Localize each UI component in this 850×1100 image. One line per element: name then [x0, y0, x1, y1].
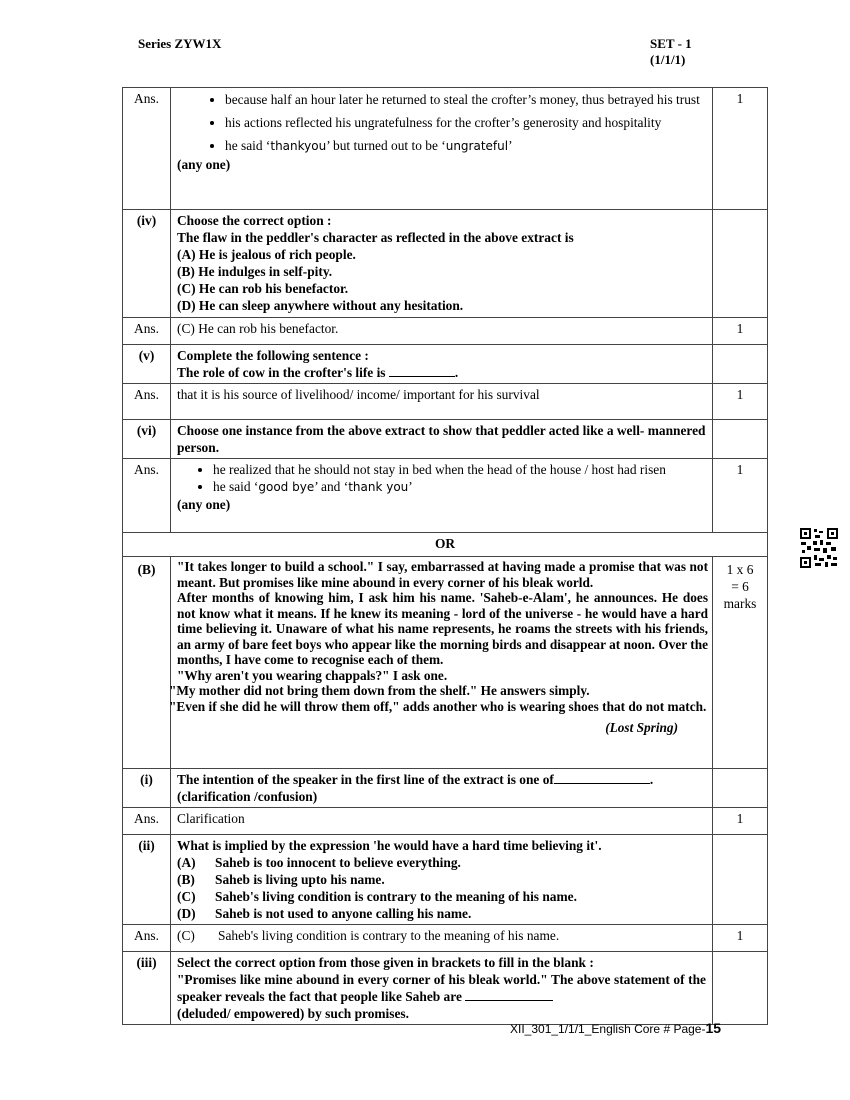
text-part: The role of cow in the crofter's life is	[177, 365, 386, 380]
option-text: Saheb is not used to anyone calling his name.	[215, 906, 472, 921]
table-row	[123, 835, 768, 925]
question-cell	[171, 769, 713, 808]
option-key: (C)	[177, 928, 195, 943]
table-row	[123, 345, 768, 384]
question-text: Choose the correct option :	[177, 213, 332, 228]
marks-line: marks	[723, 596, 757, 611]
marks-cell: 1	[713, 384, 768, 420]
text-part: .	[649, 772, 654, 787]
question-text: The flaw in the peddler's character as reflected in the above extract is	[177, 230, 574, 245]
marks-cell	[713, 835, 768, 925]
question-text: (clarification /confusion)	[177, 789, 318, 804]
passage-paragraph: "Why aren't you wearing chappals?" I ask one.	[177, 667, 448, 683]
text-part: ’ and ‘	[314, 479, 349, 494]
quoted-word: thankyou	[270, 139, 327, 153]
marks-cell: 1	[713, 459, 768, 533]
passage-cell	[171, 557, 713, 769]
question-cell	[171, 835, 713, 925]
question-number: (v)	[123, 345, 171, 384]
option-key: (A)	[177, 855, 196, 870]
row-label: Ans.	[123, 925, 171, 952]
text-part: ’ but turned out to be ‘	[326, 138, 446, 153]
row-label: Ans.	[123, 808, 171, 835]
fill-blank	[389, 376, 455, 377]
answer-bullet: • because half an hour later he returned to steal the crofter’s money, thus betrayed his trust	[225, 90, 706, 110]
table-row	[123, 459, 768, 533]
answer-cell: that it is his source of livelihood/ income/ important for his survival	[171, 384, 713, 420]
set-code: (1/1/1)	[650, 52, 686, 67]
option	[177, 888, 706, 905]
text-part: he said ‘	[225, 138, 271, 153]
passage-source: (Lost Spring)	[605, 720, 678, 735]
table-row	[123, 384, 768, 420]
marking-scheme-table	[122, 87, 768, 1025]
option-text: Saheb's living condition is contrary to the meaning of his name.	[218, 928, 560, 943]
option	[177, 871, 706, 888]
text-part: The intention of the speaker in the first line of the extract is one of	[177, 772, 554, 787]
option-key: (B)	[177, 872, 195, 887]
page-number: 15	[705, 1020, 722, 1036]
marks-cell	[713, 769, 768, 808]
table-row	[123, 420, 768, 459]
marks-cell	[713, 345, 768, 384]
row-label: Ans.	[123, 459, 171, 533]
answer-bullet	[213, 478, 706, 496]
option: (D) He can sleep anywhere without any hesitation.	[177, 298, 464, 313]
question-text	[177, 364, 706, 381]
footer-code: XII_301_1/1/1_English Core # Page-	[510, 1022, 706, 1036]
option	[177, 905, 706, 922]
option-key: (C)	[177, 889, 196, 904]
marks-line: = 6	[731, 579, 749, 594]
question-cell	[171, 210, 713, 318]
qr-code-icon	[800, 528, 838, 568]
question-text: (deluded/ empowered) by such promises.	[177, 1006, 409, 1021]
answer-cell	[171, 88, 713, 210]
question-text: Select the correct option from those given in brackets to fill in the blank :	[177, 955, 594, 970]
question-cell: Choose one instance from the above extract to show that peddler acted like a well- mannered person.	[171, 420, 713, 459]
passage-paragraph: "It takes longer to build a school." I say, embarrassed at having made a promise that was not meant. But promises like mine abound in every corner of his bleak world.	[177, 559, 708, 590]
option-text: Saheb is too innocent to believe everything.	[215, 855, 461, 870]
table-row	[123, 952, 768, 1025]
any-one-note: (any one)	[177, 157, 231, 172]
answer-cell: (C) He can rob his benefactor.	[171, 318, 713, 345]
question-number: (i)	[123, 769, 171, 808]
passage-paragraph: "Even if she did he will throw them off," adds another who is wearing shoes that do not match.	[169, 698, 707, 714]
question-cell	[171, 345, 713, 384]
option: (C) He can rob his benefactor.	[177, 281, 349, 296]
table-row	[123, 769, 768, 808]
table-row	[123, 557, 768, 769]
question-number: (iv)	[123, 210, 171, 318]
table-row	[123, 88, 768, 210]
row-label: Ans.	[123, 88, 171, 210]
text-part: he said ‘	[213, 479, 259, 494]
marks-cell	[713, 210, 768, 318]
answer-bullet: • his actions reflected his ungratefulness for the crofter’s generosity and hospitality	[225, 113, 706, 133]
or-divider: OR	[123, 533, 768, 557]
option: (B) He indulges in self-pity.	[177, 264, 333, 279]
page-footer	[510, 1020, 721, 1036]
passage-paragraph: After months of knowing him, I ask him his name. 'Saheb-e-Alam', he announces. He does not know what it means. If he knew its meaning - lord of the universe - he would have a hard time believing it. Unaware of what his name represents, he roams the streets with his friends, an army of bare feet boys who appear like the morning birds and disappear at noon. Over the months, I have come to recognise each of them.	[177, 590, 708, 667]
text-part: ’	[408, 479, 413, 494]
marks-cell: 1	[713, 318, 768, 345]
table-row	[123, 210, 768, 318]
answer-bullet	[225, 136, 706, 156]
table-row	[123, 533, 768, 557]
section-label: (B)	[123, 557, 171, 769]
marks-cell	[713, 557, 768, 769]
option	[177, 854, 706, 871]
table-row	[123, 925, 768, 952]
question-text: What is implied by the expression 'he would have a hard time believing it'.	[177, 838, 602, 853]
marks-cell: 1	[713, 808, 768, 835]
question-cell	[171, 952, 713, 1025]
marks-cell: 1	[713, 88, 768, 210]
row-label: Ans.	[123, 318, 171, 345]
quoted-word: good bye	[258, 480, 315, 494]
option-text: Saheb's living condition is contrary to the meaning of his name.	[215, 889, 577, 904]
answer-bullet: • he realized that he should not stay in bed when the head of the house / host had risen	[213, 461, 706, 478]
passage-paragraph: "My mother did not bring them down from the shelf." He answers simply.	[169, 683, 590, 698]
option-text: Saheb is living upto his name.	[215, 872, 385, 887]
option-key: (D)	[177, 906, 196, 921]
marks-cell	[713, 420, 768, 459]
set-number: SET - 1	[650, 36, 692, 51]
option: (A) He is jealous of rich people.	[177, 247, 356, 262]
fill-blank	[554, 783, 650, 784]
question-number: (iii)	[123, 952, 171, 1025]
text-part: "Promises like mine abound in every corner of his bleak world." The above statement of the speaker reveals the fact that people like Saheb are	[177, 972, 706, 1004]
marks-line: 1 x 6	[726, 562, 754, 577]
series-label: Series ZYW1X	[138, 36, 222, 51]
text-part: .	[454, 365, 459, 380]
answer-cell	[171, 925, 713, 952]
marks-cell: 1	[713, 925, 768, 952]
question-text	[177, 771, 706, 788]
table-row	[123, 318, 768, 345]
text-part: ’	[508, 138, 513, 153]
answer-cell	[171, 459, 713, 533]
marks-cell	[713, 952, 768, 1025]
table-row	[123, 808, 768, 835]
quoted-word: thank you	[348, 480, 409, 494]
quoted-word: ungrateful	[445, 139, 509, 153]
row-label: Ans.	[123, 384, 171, 420]
question-text	[177, 971, 706, 1005]
answer-cell: Clarification	[171, 808, 713, 835]
any-one-note: (any one)	[177, 497, 231, 512]
question-number: (ii)	[123, 835, 171, 925]
question-number: (vi)	[123, 420, 171, 459]
answer-option	[177, 927, 706, 944]
question-text: Complete the following sentence :	[177, 348, 369, 363]
fill-blank	[465, 1000, 553, 1001]
set-label	[650, 36, 692, 68]
